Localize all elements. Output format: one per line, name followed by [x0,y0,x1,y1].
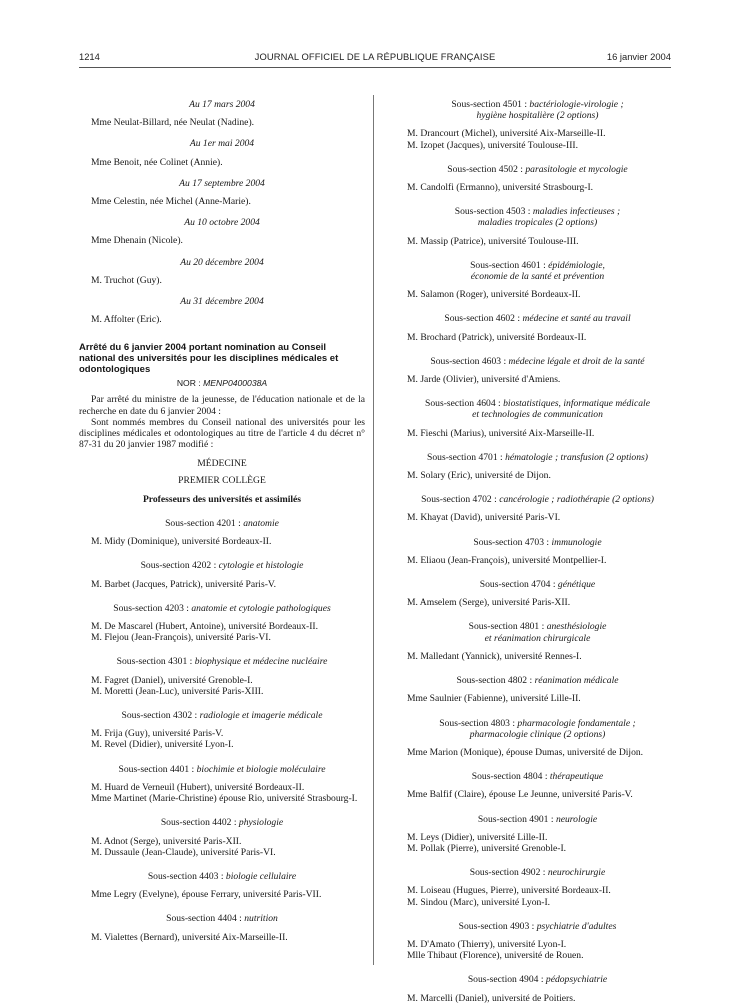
appointment-date: Au 17 mars 2004 [189,99,255,110]
subsection-heading [395,974,680,985]
subsection-heading [79,603,365,614]
decree-paragraph-2: Sont nommés membres du Conseil national des universités pour les disciplines médicales et odontologiques au titre de l'article 4 du décret n° 87-31 du 20 janvier 1987 modifié : [79,416,365,451]
subsection-name: radiologie et imagerie médicale [199,710,323,722]
member-entry: M. Leys (Didier), université Lille-II. [407,831,548,843]
appointment-entry: Mme Neulat-Billard, née Neulat (Nadine). [91,117,255,129]
subsection-heading [395,398,680,420]
subsection-name: pédopsychiatrie [545,974,608,986]
subsection-heading [395,99,680,121]
subsection-number: Sous-section 4801 : [468,621,547,633]
subsection-heading [395,313,680,324]
subsection-number: Sous-section 4704 : [479,579,558,591]
member-entry: M. Loiseau (Hugues, Pierre), université Bordeaux-II. [407,885,611,897]
subsection-number: Sous-section 4502 : [447,163,526,175]
subsection-heading [395,621,680,643]
subsection-name: biophysique et médecine nucléaire [194,656,328,668]
heading-professeurs: Professeurs des universités et assimilés [142,493,302,505]
member-entry: Mme Balfif (Claire), épouse Le Jeunne, université Paris-V. [407,789,633,801]
subsection-number: Sous-section 4402 : [160,817,239,829]
member-entry: M. Fieschi (Marius), université Aix-Marseille-II. [407,427,595,439]
subsection-name: biologie cellulaire [225,870,297,882]
member-entry: M. Massip (Patrice), université Toulouse-III. [407,235,579,247]
member-entry: M. Izopet (Jacques), université Toulouse-III. [407,139,578,151]
member-entry: Mme Legry (Evelyne), épouse Ferrary, université Paris-VII. [91,889,322,901]
subsection-heading [79,913,365,924]
member-entry: M. Vialettes (Bernard), université Aix-Marseille-II. [91,931,288,943]
appointment-date: Au 31 décembre 2004 [180,296,264,308]
member-entry: M. Adnot (Serge), université Paris-XII. [91,835,242,847]
header-rule [79,67,671,68]
issue-date: 16 janvier 2004 [606,51,671,62]
member-entry: M. Revel (Didier), université Lyon-I. [91,739,234,751]
left-column [79,99,365,943]
member-entry: M. Pollak (Pierre), université Grenoble-I. [407,842,567,854]
page-header [79,51,671,65]
member-entry: Mme Marion (Monique), épouse Dumas, université de Dijon. [407,746,644,758]
subsection-number: Sous-section 4203 : [113,602,192,614]
subsection-heading [79,560,365,571]
appointment-entry: M. Truchot (Guy). [91,274,162,286]
subsection-heading [395,494,680,505]
subsection-heading [395,164,680,175]
page-number: 1214 [79,51,100,62]
member-entry: M. Amselem (Serge), université Paris-XII. [407,597,571,609]
arrete-title: Arrêté du 6 janvier 2004 portant nomination au Conseil national des universités pour les disciplines médicales et odontologiques [79,342,339,375]
member-entry: M. De Mascarel (Hubert, Antoine), université Bordeaux-II. [91,621,318,633]
member-entry: M. Huard de Verneuil (Hubert), université Bordeaux-II. [91,781,305,793]
decree-paragraph-1: Par arrêté du ministre de la jeunesse, de l'éducation nationale et de la recherche en date du 6 janvier 2004 : [79,394,365,417]
subsection-number: Sous-section 4903 : [458,920,537,932]
subsection-heading [395,814,680,825]
member-entry: M. Moretti (Jean-Luc), université Paris-XIII. [91,685,264,697]
member-entry: M. Khayat (David), université Paris-VI. [407,512,561,524]
subsection-heading [395,452,680,463]
subsection-name-continued: pharmacologie clinique (2 options) [469,728,606,740]
right-sections [395,99,680,1004]
subsection-name: génétique [557,579,596,591]
member-entry: M. Frija (Guy), université Paris-V. [91,728,224,740]
member-entry: M. Sindou (Marc), université Lyon-I. [407,896,551,908]
subsection-name: hématologie ; transfusion (2 options) [505,451,648,463]
subsection-name: biostatistiques, informatique médicale [503,398,650,410]
subsection-name: anatomie et cytologie pathologiques [191,602,331,614]
subsection-name: maladies infectieuses ; [532,206,621,218]
member-entry: M. Dussaule (Jean-Claude), université Paris-VI. [91,846,276,858]
subsection-name: anatomie [243,518,279,530]
journal-title: JOURNAL OFFICIEL DE LA RÉPUBLIQUE FRANÇAISE [254,51,496,62]
subsection-name-continued: économie de la santé et prévention [470,271,605,283]
subsection-name: parasitologie et mycologie [525,163,628,175]
subsection-number: Sous-section 4702 : [421,494,500,506]
appointment-date: Au 20 décembre 2004 [180,256,264,268]
subsection-number: Sous-section 4701 : [427,451,506,463]
subsection-name: cytologie et histologie [218,560,304,572]
member-entry: M. Candolfi (Ermanno), université Strasbourg-I. [407,182,594,194]
subsection-name: neurochirurgie [547,867,606,879]
heading-medecine: MÉDECINE [197,458,247,470]
member-entry: M. Salamon (Roger), université Bordeaux-II. [407,289,581,301]
subsection-number: Sous-section 4501 : [451,99,530,110]
subsection-heading [395,771,680,782]
member-entry: Mlle Thibaut (Florence), université de Rouen. [407,950,584,962]
heading-college: PREMIER COLLÈGE [178,474,266,486]
subsection-number: Sous-section 4902 : [469,867,548,879]
subsection-heading [395,718,680,740]
subsection-number: Sous-section 4901 : [477,813,556,825]
subsection-heading [395,867,680,878]
subsection-number: Sous-section 4201 : [165,518,244,530]
subsection-heading [79,656,365,667]
subsection-heading [79,817,365,828]
member-entry: Mme Martinet (Marie-Christine) épouse Rio, université Strasbourg-I. [91,793,358,805]
subsection-number: Sous-section 4603 : [430,355,509,367]
subsection-heading [79,518,365,529]
subsection-number: Sous-section 4601 : [470,259,549,271]
member-entry: M. Malledant (Yannick), université Rennes-I. [407,650,582,662]
subsection-heading [79,764,365,775]
subsection-number: Sous-section 4404 : [166,913,245,925]
subsection-number: Sous-section 4503 : [454,206,533,218]
subsection-name: neurologie [555,813,598,825]
appointment-date: Au 10 octobre 2004 [184,217,260,229]
dated-appointments [79,99,365,325]
subsection-name: réanimation médicale [534,675,619,687]
subsection-heading [79,871,365,882]
subsection-number: Sous-section 4401 : [118,763,197,775]
member-entry: M. Flejou (Jean-François), université Paris-VI. [91,632,271,644]
right-column [395,99,680,1004]
appointment-entry: M. Affolter (Eric). [91,314,162,326]
subsection-name: physiologie [238,817,284,829]
subsection-heading [395,537,680,548]
subsection-heading [395,356,680,367]
subsection-name: thérapeutique [549,771,604,783]
left-sections [79,518,365,943]
member-entry: M. Drancourt (Michel), université Aix-Marseille-II. [407,128,606,140]
subsection-name: immunologie [551,536,602,548]
subsection-name: pharmacologie fondamentale ; [517,717,636,729]
subsection-number: Sous-section 4802 : [456,675,535,687]
appointment-date: Au 17 septembre 2004 [179,177,265,189]
nor-reference [79,378,365,389]
subsection-name: médecine et santé au travail [522,313,631,325]
subsection-name-continued: et technologies de communication [472,409,603,421]
member-entry: M. Marcelli (Daniel), université de Poitiers. [407,992,576,1004]
subsection-number: Sous-section 4703 : [473,536,552,548]
member-entry: M. Barbet (Jacques, Patrick), université Paris-V. [91,578,276,590]
subsection-number: Sous-section 4302 : [121,710,200,722]
subsection-name: bactériologie-virologie ; [529,99,624,110]
subsection-heading [395,921,680,932]
subsection-heading [395,579,680,590]
subsection-name: médecine légale et droit de la santé [508,355,645,367]
appointment-entry: Mme Dhenain (Nicole). [91,235,183,247]
nor-label: NOR : [176,378,204,389]
subsection-name: épidémiologie, [548,259,605,271]
subsection-number: Sous-section 4301 : [116,656,195,668]
subsection-number: Sous-section 4604 : [425,398,504,410]
appointment-date: Au 1er mai 2004 [189,138,255,150]
subsection-heading [395,675,680,686]
subsection-name: anesthésiologie [546,621,607,633]
subsection-name-continued: et réanimation chirurgicale [484,632,591,644]
member-entry: M. Eliaou (Jean-François), université Montpellier-I. [407,554,607,566]
subsection-name: biochimie et biologie moléculaire [196,763,326,775]
subsection-name-continued: hygiène hospitalière (2 options) [476,110,599,122]
subsection-heading [395,260,680,282]
member-entry: M. Midy (Dominique), université Bordeaux-II. [91,536,272,548]
subsection-name: cancérologie ; radiothérapie (2 options) [499,494,654,506]
member-entry: M. D'Amato (Thierry), université Lyon-I. [407,938,567,950]
subsection-heading [79,710,365,721]
subsection-number: Sous-section 4804 : [471,771,550,783]
subsection-number: Sous-section 4403 : [147,870,226,882]
nor-code: MENP0400038A [203,378,268,389]
member-entry: Mme Saulnier (Fabienne), université Lille-II. [407,693,581,705]
subsection-number: Sous-section 4803 : [439,717,518,729]
member-entry: M. Brochard (Patrick), université Bordeaux-II. [407,331,587,343]
member-entry: M. Solary (Eric), université de Dijon. [407,470,551,482]
subsection-name-continued: maladies tropicales (2 options) [477,217,598,229]
subsection-number: Sous-section 4904 : [467,974,546,986]
subsection-heading [395,206,680,228]
member-entry: M. Jarde (Olivier), université d'Amiens. [407,374,561,386]
column-divider [373,95,374,965]
appointment-entry: Mme Celestin, née Michel (Anne-Marie). [91,196,251,208]
subsection-number: Sous-section 4202 : [140,560,219,572]
subsection-number: Sous-section 4602 : [444,313,523,325]
subsection-name: nutrition [244,913,278,925]
appointment-entry: Mme Benoit, née Colinet (Annie). [91,156,223,168]
subsection-name: psychiatrie d'adultes [536,920,617,932]
member-entry: M. Fagret (Daniel), université Grenoble-I. [91,674,253,686]
